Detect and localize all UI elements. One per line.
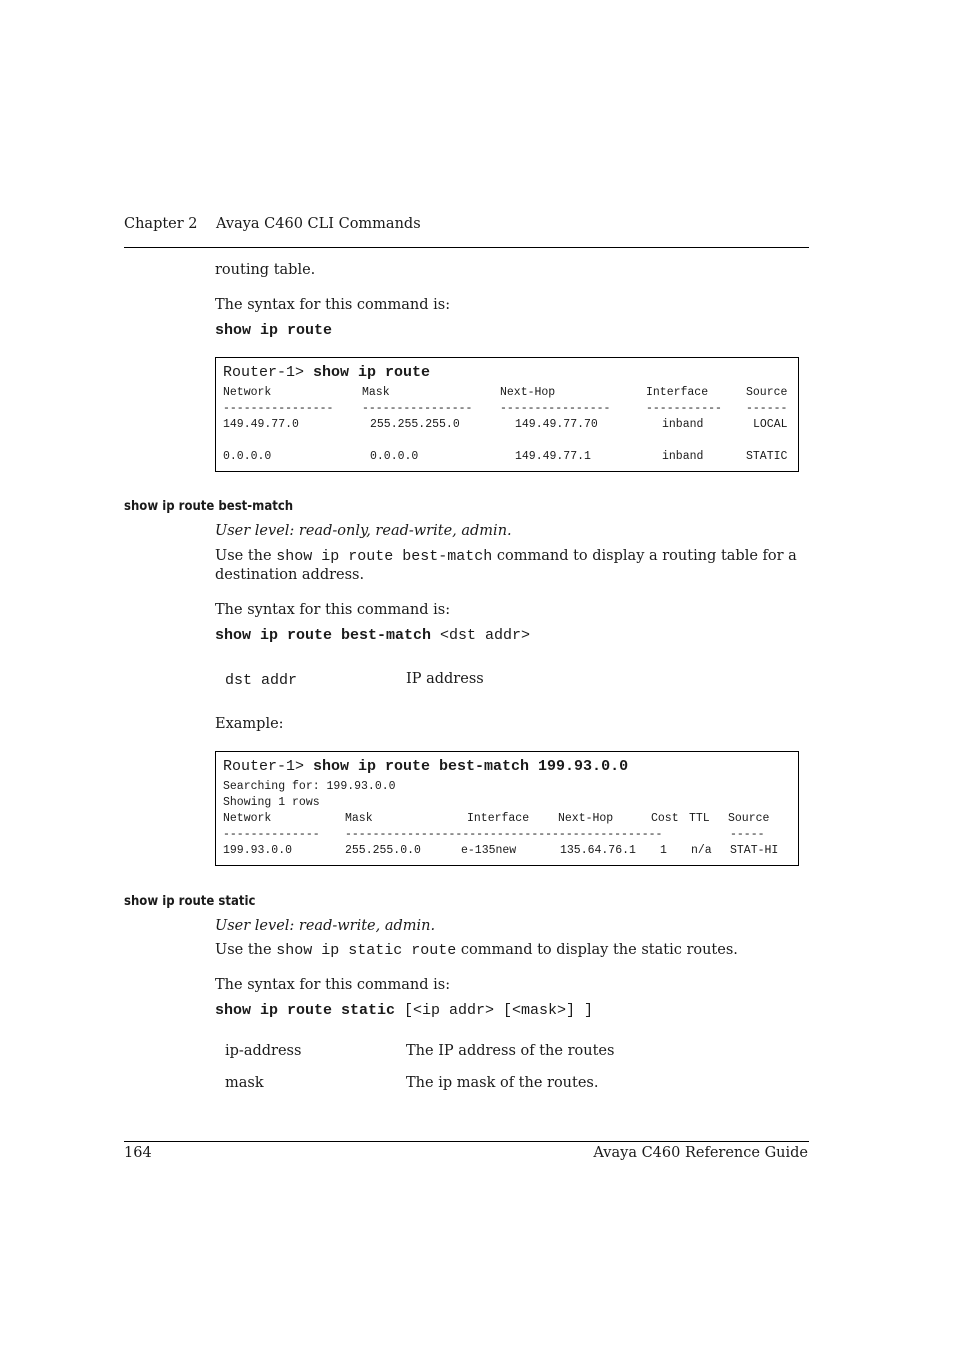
- param-desc: IP address: [406, 671, 484, 687]
- param-desc: The ip mask of the routes.: [406, 1075, 599, 1091]
- syntax-args: <dst addr>: [431, 627, 531, 644]
- table-cell: STATIC: [746, 450, 788, 463]
- col-header: Interface: [467, 812, 530, 825]
- col-header: Network: [223, 386, 272, 399]
- table-cell: n/a: [691, 844, 712, 857]
- description-text: command to display a routing table for a: [492, 548, 797, 564]
- col-divider: ----------------: [362, 402, 473, 415]
- user-level: User level: read-write, admin.: [215, 918, 436, 934]
- col-header: Interface: [646, 386, 709, 399]
- col-divider: ----------------: [223, 402, 334, 415]
- description-text: command to display the static routes.: [456, 942, 738, 958]
- col-divider: ----------------: [500, 402, 611, 415]
- code-prompt-line: [223, 364, 430, 381]
- section-heading-best-match: show ip route best-match: [124, 499, 294, 514]
- table-cell: 199.93.0.0: [223, 844, 293, 857]
- code-prompt-line: [223, 758, 628, 775]
- intro-fragment: routing table.: [215, 262, 316, 278]
- table-cell: 149.49.77.70: [515, 418, 598, 431]
- col-header: Cost: [651, 812, 679, 825]
- syntax-command: show ip route static: [215, 1002, 396, 1019]
- table-cell: inband: [662, 418, 704, 431]
- col-divider: ----------------------------------------------: [345, 828, 663, 841]
- description-text: Use the: [215, 548, 277, 564]
- col-divider: --------------: [223, 828, 320, 841]
- table-cell: LOCAL: [753, 418, 788, 431]
- param-desc: The IP address of the routes: [406, 1043, 615, 1059]
- description-line: destination address.: [215, 567, 365, 583]
- syntax-label: The syntax for this command is:: [215, 602, 451, 618]
- col-header: Source: [746, 386, 788, 399]
- header-rule: [124, 247, 809, 248]
- description-text: Use the: [215, 942, 277, 958]
- syntax-line: [215, 627, 530, 644]
- param-name: mask: [225, 1075, 264, 1091]
- col-header: Mask: [362, 386, 390, 399]
- table-cell: STAT-HI: [730, 844, 779, 857]
- guide-title: Avaya C460 Reference Guide: [593, 1145, 808, 1161]
- col-header: Next-Hop: [558, 812, 614, 825]
- col-divider: ------: [746, 402, 788, 415]
- description-line: [215, 548, 797, 565]
- description-line: [215, 942, 738, 959]
- table-cell: 255.255.255.0: [370, 418, 460, 431]
- footer-rule: [124, 1141, 809, 1142]
- showing-line: Showing 1 rows: [223, 796, 320, 809]
- syntax-line: [215, 1002, 593, 1019]
- prompt: Router-1>: [223, 364, 314, 381]
- col-divider: -----: [730, 828, 765, 841]
- chapter-label: Chapter 2: [124, 216, 198, 232]
- col-header: TTL: [689, 812, 710, 825]
- intro-syntax: show ip route: [215, 322, 333, 339]
- table-cell: 149.49.77.0: [223, 418, 299, 431]
- syntax-label: The syntax for this command is:: [215, 977, 451, 993]
- table-cell: 0.0.0.0: [370, 450, 419, 463]
- table-cell: 0.0.0.0: [223, 450, 272, 463]
- col-header: Source: [728, 812, 770, 825]
- col-header: Network: [223, 812, 272, 825]
- section-heading-static: show ip route static: [124, 894, 256, 909]
- syntax-args: [<ip addr> [<mask>] ]: [395, 1002, 594, 1019]
- col-header: Next-Hop: [500, 386, 556, 399]
- intro-syntax-label: The syntax for this command is:: [215, 297, 451, 313]
- table-cell: 255.255.0.0: [345, 844, 421, 857]
- prompt-command: show ip route: [313, 364, 431, 381]
- prompt-command: show ip route best-match 199.93.0.0: [313, 758, 629, 775]
- page-number: 164: [124, 1145, 152, 1161]
- table-cell: e-135new: [461, 844, 517, 857]
- chapter-title: Avaya C460 CLI Commands: [216, 216, 421, 232]
- table-cell: 1: [660, 844, 667, 857]
- searching-line: Searching for: 199.93.0.0: [223, 780, 396, 793]
- col-header: Mask: [345, 812, 373, 825]
- code-box-best-match: [215, 751, 799, 866]
- table-cell: 135.64.76.1: [560, 844, 636, 857]
- code-box-show-ip-route: [215, 357, 799, 472]
- syntax-command: show ip route best-match: [215, 627, 432, 644]
- col-divider: -----------: [646, 402, 722, 415]
- inline-command: show ip route best-match: [276, 548, 493, 565]
- param-name: dst addr: [225, 672, 298, 689]
- table-cell: inband: [662, 450, 704, 463]
- prompt: Router-1>: [223, 758, 314, 775]
- param-name: ip-address: [225, 1043, 302, 1059]
- inline-command: show ip static route: [276, 942, 457, 959]
- example-label: Example:: [215, 716, 284, 732]
- user-level: User level: read-only, read-write, admin.: [215, 523, 512, 539]
- table-cell: 149.49.77.1: [515, 450, 591, 463]
